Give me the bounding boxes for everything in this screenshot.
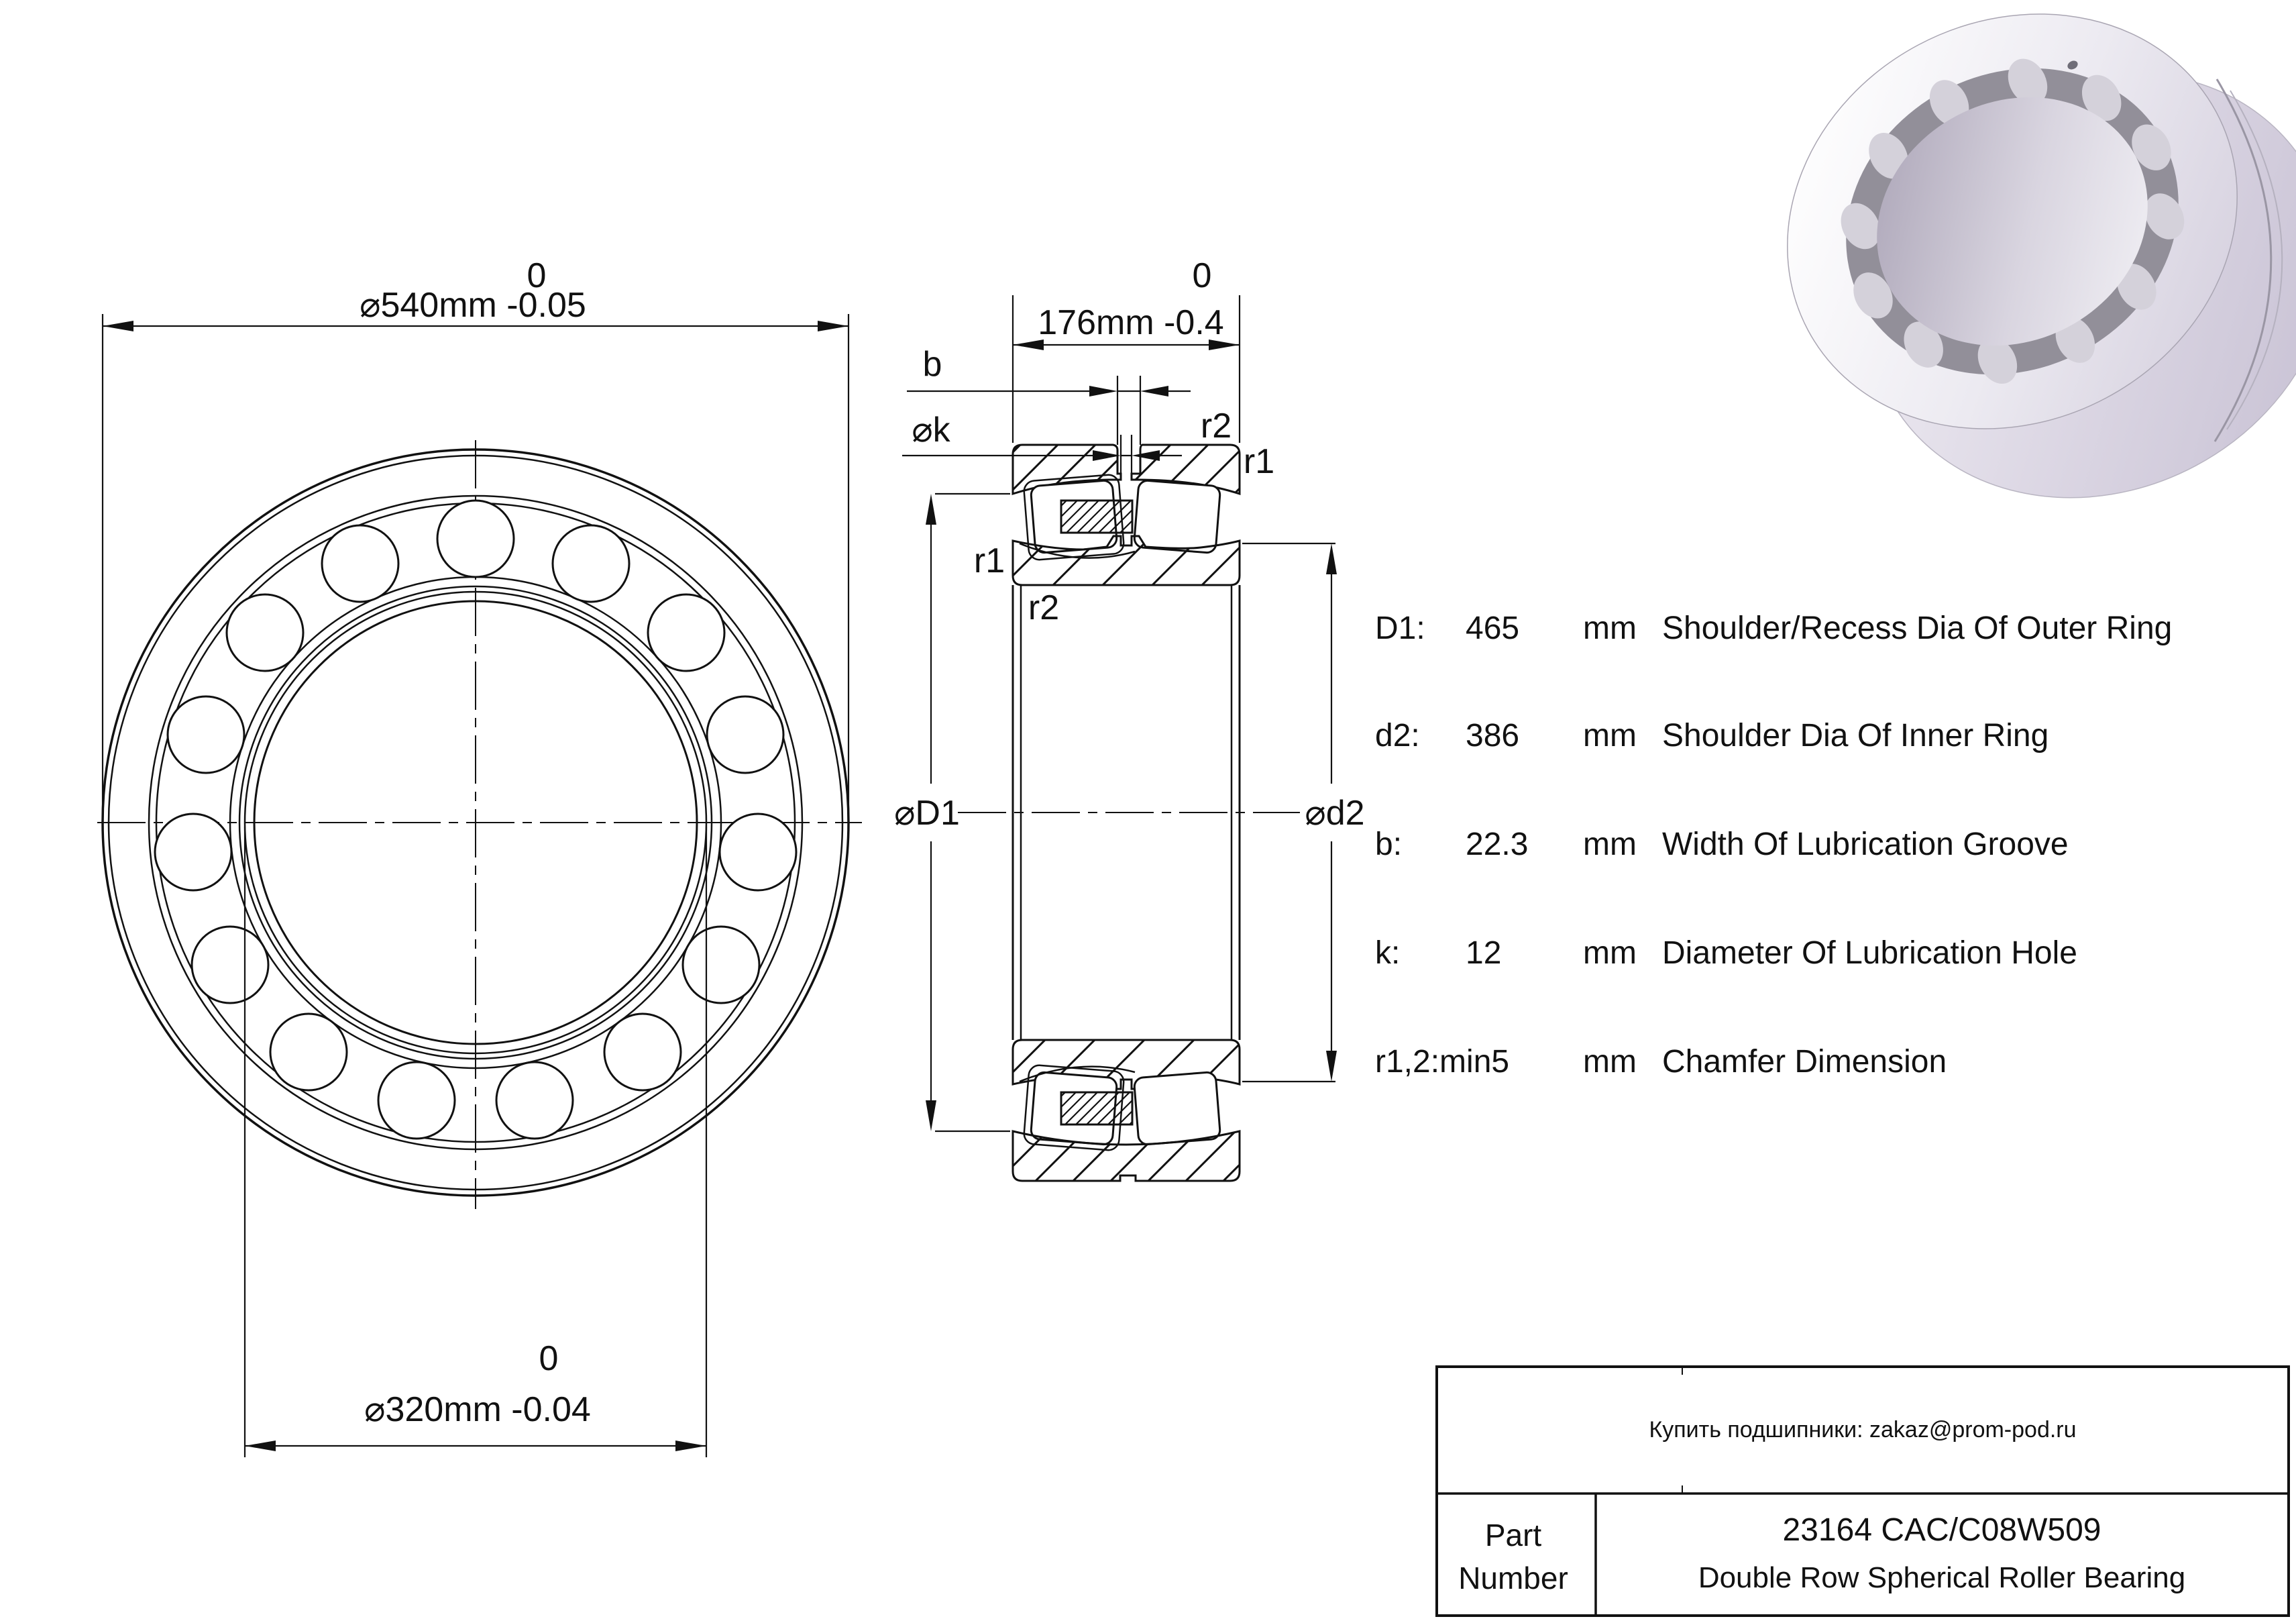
spec-value: 386 [1466,718,1520,753]
spec-desc: Width Of Lubrication Groove [1662,827,2069,862]
arrowhead-right [1089,386,1117,397]
spec-desc: Diameter Of Lubrication Hole [1662,935,2077,971]
roller [437,501,514,577]
part-label-line1: Part [1484,1518,1542,1553]
arrowhead-right [818,321,849,331]
spec-value: 465 [1466,611,1520,646]
roller [604,1014,681,1090]
extension-line [1117,376,1140,445]
roller [683,927,759,1003]
label-r2-top: r2 [1200,407,1232,446]
arrowhead-down [926,1100,936,1131]
spec-value: 22.3 [1466,827,1529,862]
spec-label: d2: [1375,718,1420,753]
roller [168,696,244,773]
roller [270,1014,347,1090]
arrowhead-down [1326,1051,1337,1082]
spec-label: b: [1375,827,1403,862]
roller [707,696,783,773]
part-label-line2: Number [1458,1561,1568,1595]
front-view [97,314,862,1457]
roller [648,594,724,671]
spec-unit: mm [1583,1044,1637,1080]
arrowhead-left [245,1441,276,1451]
roller [378,1062,455,1139]
label-b: b [922,345,942,384]
roller-section-right [1134,480,1220,553]
spec-desc: Shoulder/Recess Dia Of Outer Ring [1662,611,2173,646]
roller [155,814,231,890]
spec-desc: Chamfer Dimension [1662,1044,1947,1080]
spec-label: D1: [1375,611,1425,646]
cross-section-view [902,295,1337,1181]
part-number-text: 23164 CAC/C08W509 [1782,1512,2101,1548]
cage-section-bar [1061,501,1132,533]
spec-desc: Shoulder Dia Of Inner Ring [1662,718,2049,753]
label-d2: ⌀d2 [1305,794,1365,833]
arrowhead-right [675,1441,706,1451]
spec-label: k: [1375,935,1401,971]
arrowhead-left [103,321,133,331]
bearing-3d-render [1714,0,2296,578]
spec-unit: mm [1583,827,1637,862]
outer-ring-section-bottom [1013,1131,1240,1181]
spec-value: 12 [1466,935,1502,971]
label-D1: ⌀D1 [894,794,960,833]
arrowhead-left [1140,386,1168,397]
roller [720,814,796,890]
contact-text: Купить подшипники: zakaz@prom-pod.ru [1649,1417,2077,1443]
width-tolerance-top: 0 [1192,256,1212,295]
od-tolerance-top: 0 [527,256,547,295]
part-description-text: Double Row Spherical Roller Bearing [1698,1561,2186,1594]
od-dimension-text: ⌀540mm -0.05 [360,286,586,325]
extension-line [1121,435,1132,473]
roller [227,594,303,671]
width-dimension-text: 176mm -0.4 [1038,303,1224,342]
bore-tolerance-top: 0 [539,1339,559,1378]
section-top-assembly [1013,445,1240,585]
arrowhead-up [926,494,936,525]
label-k: ⌀k [912,411,950,450]
roller [553,525,629,602]
label-r1-left: r1 [973,541,1005,580]
label-r1-right: r1 [1243,442,1275,481]
section-bottom-assembly [1013,1040,1240,1181]
label-r2-left: r2 [1028,588,1060,627]
roller [192,927,268,1003]
spec-unit: mm [1583,718,1637,753]
arrowhead-up [1326,543,1337,574]
spec-label: r1,2:min5 [1375,1044,1510,1080]
spec-unit: mm [1583,611,1637,646]
roller-section-right [1134,1071,1220,1145]
spec-list [1375,611,2172,1080]
bore-dimension-text: ⌀320mm -0.04 [364,1390,591,1429]
roller [322,525,398,602]
cage-section-bar [1061,1092,1132,1124]
roller [496,1062,573,1139]
spec-unit: mm [1583,935,1637,971]
